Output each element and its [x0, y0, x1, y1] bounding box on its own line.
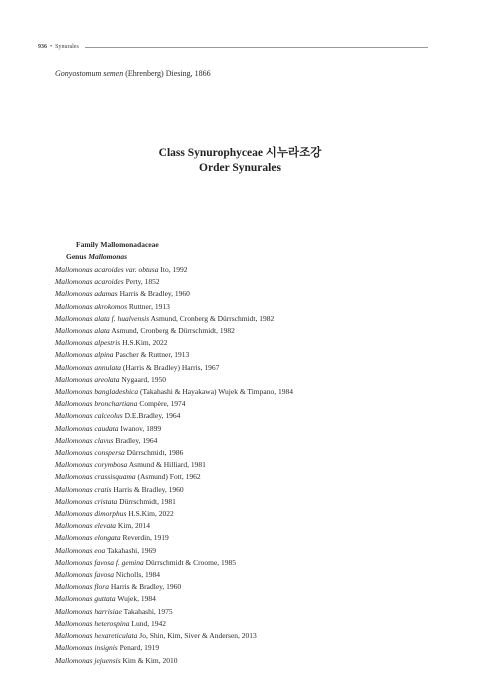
- species-entry: [55, 569, 293, 581]
- species-authority: Wujek, 1984: [117, 594, 156, 604]
- species-name: Mallomonas heterospina: [55, 618, 130, 628]
- species-authority: Harris & Bradley, 1960: [119, 289, 190, 299]
- species-entry: [55, 288, 293, 300]
- species-authority: Reverdin, 1919: [122, 533, 169, 543]
- genus-prefix: Genus: [66, 252, 87, 261]
- species-entry: [55, 557, 293, 569]
- species-entry: [55, 508, 293, 520]
- species-name: Mallomonas alata: [55, 326, 110, 336]
- species-name: Mallomonas conspersa: [55, 448, 125, 458]
- genus-heading: [66, 252, 127, 261]
- species-name: Mallomonas alpina: [55, 350, 114, 360]
- species-name: Mallomonas areolata: [55, 374, 120, 384]
- title-block: [0, 146, 480, 176]
- species-entry: [55, 655, 293, 667]
- species-entry: [55, 276, 293, 288]
- species-entry: [55, 593, 293, 605]
- species-authority: H.S.Kim, 2022: [128, 509, 174, 519]
- section-name: Synurales: [55, 44, 79, 50]
- species-entry: [55, 520, 293, 532]
- species-name: Mallomonas hexareticulata: [55, 631, 138, 641]
- species-entry: [55, 301, 293, 313]
- species-authority: (Takahashi & Hayakawa) Wujek & Timpano, 1984: [140, 387, 293, 397]
- species-authority: Asmund, Cronberg & Dürrschmidt, 1982: [111, 326, 235, 336]
- species-name: Mallomonas acaroides: [55, 277, 124, 287]
- species-authority: Kim, 2014: [117, 521, 150, 531]
- species-name: Mallomonas acaroides var. obtusa: [55, 265, 159, 274]
- species-authority: Compère, 1974: [139, 399, 186, 409]
- species-entry: [55, 618, 293, 630]
- species-entry: [55, 386, 293, 398]
- species-name: Mallomonas flora: [55, 582, 109, 592]
- species-name: Mallomonas dimorphus: [55, 509, 127, 519]
- species-name: Mallomonas corymbosa: [55, 460, 128, 470]
- species-name: Mallomonas elevata: [55, 521, 117, 531]
- species-entry: [55, 313, 293, 325]
- species-entry: [55, 447, 293, 459]
- class-title: Class Synurophyceae 시누라조강: [158, 147, 322, 159]
- species-name: Mallomonas guttata: [55, 594, 116, 604]
- species-entry: [55, 581, 293, 593]
- species-authority: Harris & Bradley, 1960: [110, 582, 182, 592]
- header-rule: [85, 47, 428, 48]
- species-name: Mallomonas harrisiae: [55, 606, 122, 616]
- species-name: Mallomonas calceolus: [55, 411, 123, 421]
- species-name: Mallomonas akrokomos: [55, 301, 128, 311]
- lead-species-authority: (Ehrenberg) Diesing, 1866: [125, 69, 211, 78]
- species-name: Mallomonas bangladeshica: [55, 387, 139, 397]
- lead-species-name: Gonyostomum semen: [55, 69, 124, 78]
- species-entry: [55, 398, 293, 410]
- species-authority: Nicholls, 1984: [115, 570, 161, 580]
- species-authority: Kim & Kim, 2010: [122, 655, 178, 665]
- species-authority: Takahashi, 1969: [106, 545, 157, 555]
- species-entry: [55, 532, 293, 544]
- species-entry: [55, 374, 293, 386]
- order-title: Order Synurales: [199, 162, 281, 174]
- species-authority: Jo, Shin, Kim, Siver & Andersen, 2013: [139, 631, 257, 641]
- species-entry: [55, 459, 293, 471]
- species-entry: [55, 642, 293, 654]
- header-separator: •: [50, 44, 53, 50]
- species-entry: [55, 423, 293, 435]
- species-entry: [55, 606, 293, 618]
- family-heading: Family Mallomonadaceae: [76, 240, 159, 249]
- species-name: Mallomonas adamas: [55, 289, 118, 299]
- species-authority: Nygaard, 1950: [121, 374, 166, 384]
- species-entry: [55, 264, 293, 276]
- species-name: Mallomonas alata f. hualvensis: [55, 313, 150, 323]
- species-entry: [55, 545, 293, 557]
- species-name: Mallomonas crassisquama: [55, 472, 136, 482]
- species-authority: Perty, 1852: [125, 277, 160, 287]
- species-authority: Ruttner, 1913: [128, 301, 170, 311]
- species-authority: H.S.Kim, 2022: [122, 338, 168, 348]
- species-authority: (Harris & Bradley) Harris, 1967: [122, 362, 220, 372]
- species-authority: Asmund & Hilliard, 1981: [128, 460, 206, 470]
- page-number: 936: [38, 44, 47, 50]
- species-list: [55, 264, 293, 667]
- species-authority: Harris & Bradley, 1960: [113, 484, 184, 494]
- species-authority: Penard, 1919: [119, 643, 160, 653]
- species-name: Mallomonas insignis: [55, 643, 118, 653]
- species-name: Mallomonas alpestris: [55, 338, 121, 348]
- species-entry: [55, 630, 293, 642]
- species-name: Mallomonas caudata: [55, 423, 119, 433]
- species-entry: [55, 337, 293, 349]
- species-name: Mallomonas cristata: [55, 496, 118, 506]
- species-authority: D.E.Bradley, 1964: [124, 411, 181, 421]
- species-authority: Dürrschmidt, 1986: [126, 448, 184, 458]
- species-entry: [55, 435, 293, 447]
- species-name: Mallomonas bronchartiana: [55, 399, 138, 409]
- species-entry: [55, 325, 293, 337]
- species-entry: [55, 410, 293, 422]
- species-entry: [55, 484, 293, 496]
- species-name: Mallomonas clavus: [55, 435, 114, 445]
- species-name: Mallomonas cratis: [55, 484, 112, 494]
- species-authority: Dürrschmidt & Croome, 1985: [145, 557, 237, 567]
- species-name: Mallomonas elongata: [55, 533, 121, 543]
- species-authority: Asmund, Cronberg & Dürrschmidt, 1982: [150, 313, 275, 323]
- species-entry: [55, 471, 293, 483]
- running-header: [38, 42, 428, 52]
- species-entry: [55, 349, 293, 361]
- species-authority: Iwanov, 1899: [120, 423, 162, 433]
- species-name: Mallomonas jejuensis: [55, 655, 121, 665]
- species-name: Mallomonas favosa: [55, 570, 114, 580]
- species-name: Mallomonas eoa: [55, 545, 106, 555]
- species-authority: Ito, 1992: [160, 265, 188, 274]
- genus-name: Mallomonas: [88, 252, 128, 261]
- species-name: Mallomonas annulata: [55, 362, 122, 372]
- species-entry: [55, 496, 293, 508]
- species-entry: [55, 362, 293, 374]
- species-authority: Bradley, 1964: [115, 435, 158, 445]
- species-authority: Dürrschmidt, 1981: [119, 496, 176, 506]
- species-authority: Pascher & Ruttner, 1913: [115, 350, 190, 360]
- lead-entry: [55, 69, 211, 78]
- species-authority: Takahashi, 1975: [123, 606, 173, 616]
- species-authority: Lund, 1942: [131, 618, 166, 628]
- species-name: Mallomonas favosa f. gemina: [55, 557, 144, 567]
- species-authority: (Asmund) Fott, 1962: [137, 472, 201, 482]
